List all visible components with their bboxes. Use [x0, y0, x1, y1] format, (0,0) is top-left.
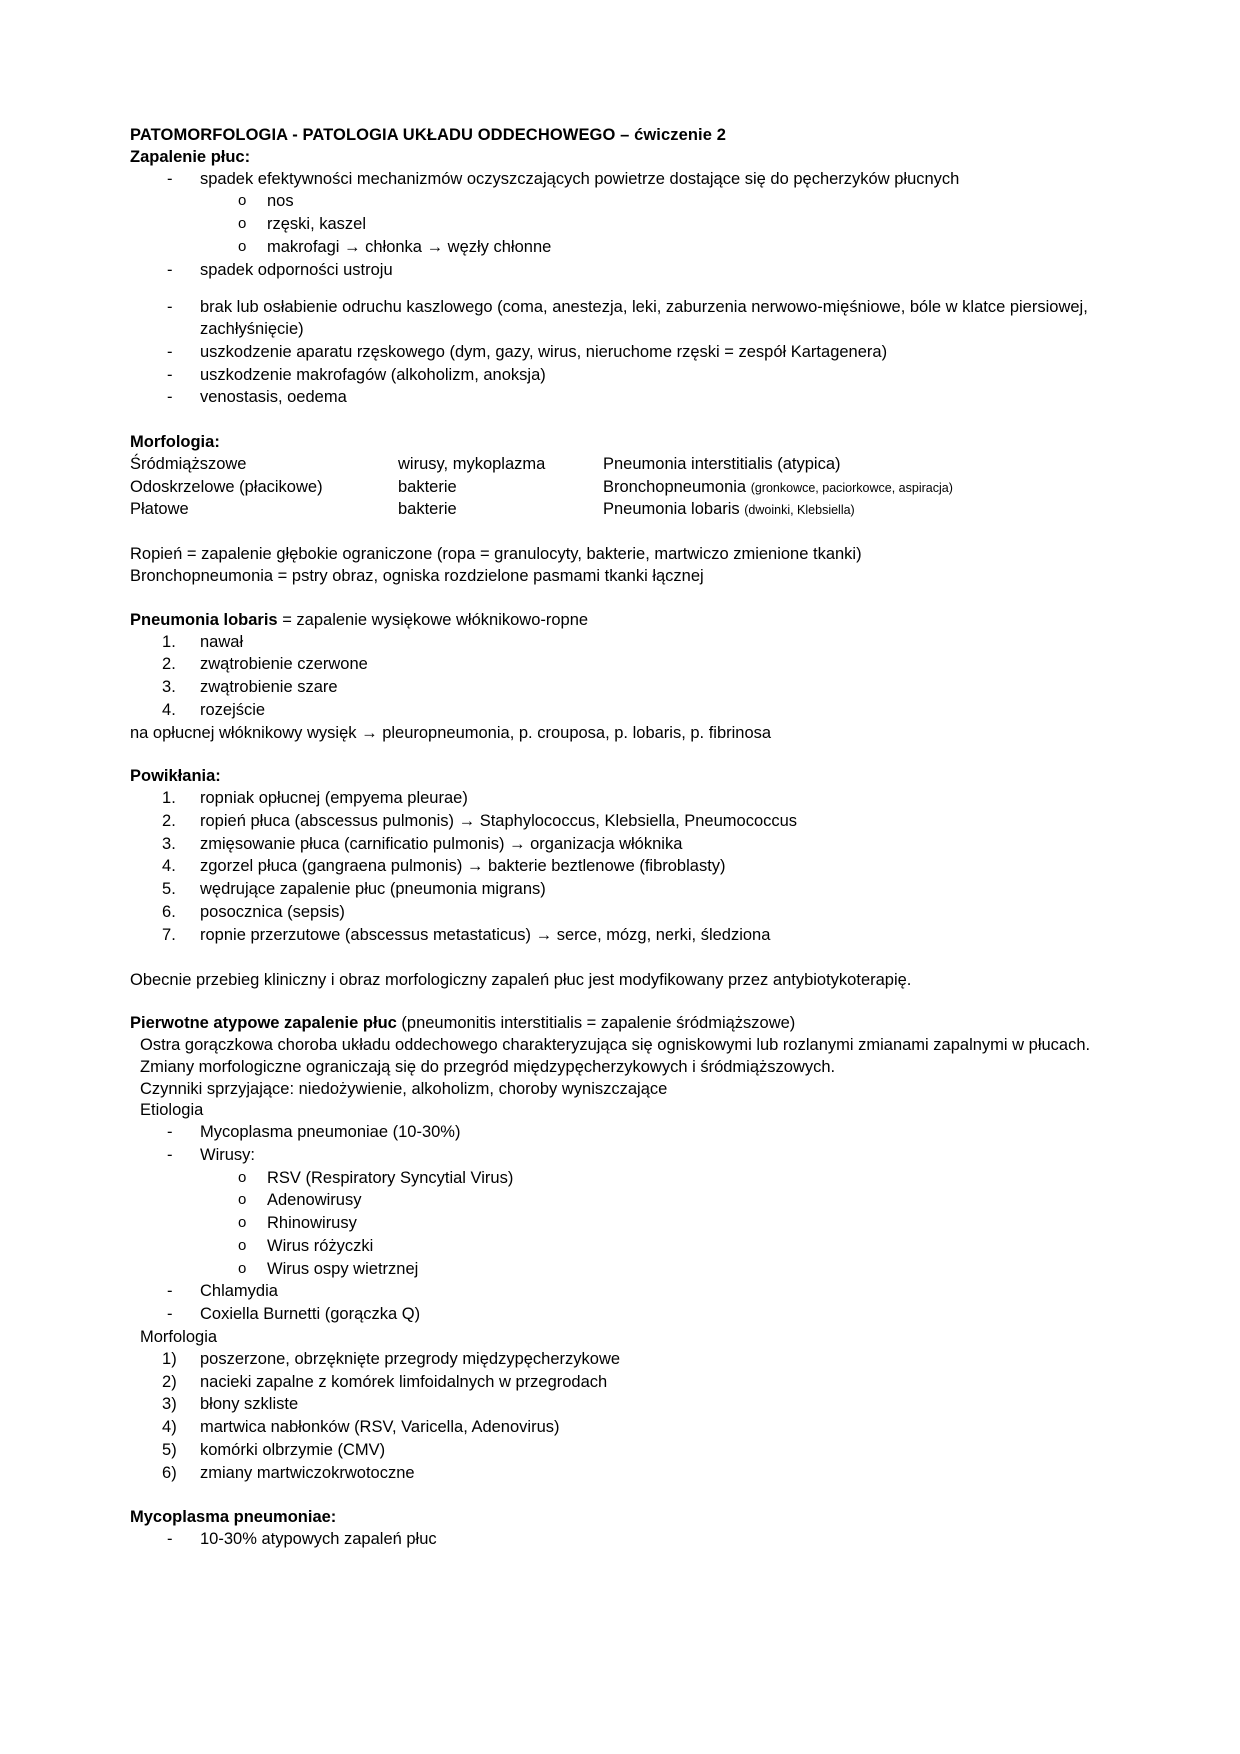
table-cell-agent: bakterie — [398, 477, 457, 496]
list-item: zmiany martwiczokrwotoczne — [200, 1463, 415, 1482]
list-item: ropień płuca (abscessus pulmonis) → Staphylococcus, Klebsiella, Pneumococcus — [200, 811, 798, 830]
list-item: - Mycoplasma pneumoniae (10-30%) — [130, 1122, 1110, 1144]
list-item: ropnie przerzutowe (abscessus metastaticus) → serce, mózg, nerki, śledziona — [200, 925, 771, 944]
list-item: komórki olbrzymie (CMV) — [200, 1440, 386, 1459]
table-row — [130, 454, 1110, 477]
morfologia-table — [130, 454, 1110, 522]
table-row — [130, 477, 1110, 500]
section-heading-powiklania: Powikłania: — [130, 767, 221, 786]
document-body — [130, 125, 1110, 1551]
pneumonia-bullet-list-3 — [130, 297, 1110, 409]
list-item: - spadek efektywności mechanizmów oczyszczających powietrze dostające się do pęcherzyków płucnych — [130, 169, 1110, 191]
pneumonia-bullet-list-2 — [130, 260, 1110, 282]
list-item: rozejście — [200, 700, 266, 719]
list-item: nawał — [200, 632, 244, 651]
table-cell-latin — [603, 477, 1110, 500]
table-cell-agent: wirusy, mykoplazma — [398, 454, 546, 473]
table-row — [130, 499, 1110, 522]
table-cell-type: Płatowe — [130, 500, 189, 519]
lobaris-stage-list — [130, 632, 1110, 722]
list-item: - venostasis, oedema — [130, 387, 1110, 409]
paragraph-antybiotykoterapia: Obecnie przebieg kliniczny i obraz morfologiczny zapaleń płuc jest modyfikowany przez antybiotykoterapię. — [130, 970, 912, 989]
paragraph-lobaris-after: na opłucnej włóknikowy wysięk → pleuropneumonia, p. crouposa, p. lobaris, p. fibrinosa — [130, 723, 772, 742]
paragraph-bronchopneumonia: Bronchopneumonia = pstry obraz, ogniska rozdzielone pasmami tkanki łącznej — [130, 567, 704, 586]
list-item: - brak lub osłabienie odruchu kaszlowego (coma, anestezja, leki, zaburzenia nerwowo-mięśniowe, bóle w klatce piersiowej, zachłyśnięcie) — [130, 297, 1110, 341]
table-cell-latin — [603, 454, 1110, 477]
section-heading-mycoplasma: Mycoplasma pneumoniae: — [130, 1508, 337, 1527]
table-cell-agent: bakterie — [398, 500, 457, 519]
list-item: o RSV (Respiratory Syncytial Virus) — [130, 1168, 1110, 1190]
latin-note: (gronkowce, paciorkowce, aspiracja) — [750, 480, 953, 495]
label-morfologia-atypowe: Morfologia — [140, 1327, 218, 1346]
list-item: zwątrobienie szare — [200, 678, 338, 697]
list-item: o Wirus ospy wietrznej — [130, 1259, 1110, 1281]
list-item: o rzęski, kaszel — [130, 214, 1110, 236]
table-cell-latin — [603, 499, 1110, 522]
list-item: - uszkodzenie aparatu rzęskowego (dym, gazy, wirus, nieruchome rzęski = zespół Kartagenera) — [130, 342, 1110, 364]
etiologia-bullet-list-2 — [130, 1281, 1110, 1326]
list-item: posocznica (sepsis) — [200, 902, 345, 921]
morfologia-atypowe-list — [130, 1349, 1110, 1485]
list-item: - Wirusy: — [130, 1145, 1110, 1167]
heading-bold-part: Pierwotne atypowe zapalenie płuc — [130, 1014, 397, 1033]
list-item: - Coxiella Burnetti (gorączka Q) — [130, 1304, 1110, 1326]
paragraph-atypowe-opis: Ostra gorączkowa choroba układu oddechowego charakteryzująca się ogniskowymi lub rozlanymi zmianami zapalnymi w płucach. Zmiany morfologiczne ograniczają się do przegród międzypęcherzykowych i śródmiąższowych. — [140, 1036, 1091, 1076]
heading-bold-part: Pneumonia lobaris — [130, 610, 278, 629]
heading-pneumonia-lobaris — [130, 610, 1110, 632]
list-item: zwątrobienie czerwone — [200, 655, 368, 674]
list-item: o nos — [130, 191, 1110, 213]
list-item: martwica nabłonków (RSV, Varicella, Adenovirus) — [200, 1418, 560, 1437]
latin-name: Pneumonia interstitialis (atypica) — [603, 454, 841, 473]
table-cell-type: Odoskrzelowe (płacikowe) — [130, 477, 323, 496]
list-item: poszerzone, obrzęknięte przegrody międzypęcherzykowe — [200, 1349, 621, 1368]
heading-atypowe-zapalenie — [130, 1013, 1110, 1035]
paragraph-czynniki-sprzyjajace: Czynniki sprzyjające: niedożywienie, alkoholizm, choroby wyniszczające — [140, 1079, 668, 1098]
list-item: o Adenowirusy — [130, 1190, 1110, 1212]
wirusy-subbullet-list — [130, 1168, 1110, 1281]
list-item: - Chlamydia — [130, 1281, 1110, 1303]
mycoplasma-list — [130, 1529, 1110, 1551]
list-item: - 10-30% atypowych zapaleń płuc — [130, 1529, 1110, 1551]
list-item: błony szkliste — [200, 1395, 299, 1414]
list-item: zmięsowanie płuca (carnificatio pulmonis) → organizacja włóknika — [200, 834, 683, 853]
list-item: o makrofagi → chłonka → węzły chłonne — [130, 237, 1110, 259]
list-item: - spadek odporności ustroju — [130, 260, 1110, 282]
pneumonia-subbullet-list — [130, 191, 1110, 258]
latin-name: Bronchopneumonia — [603, 477, 751, 496]
heading-rest-part: = zapalenie wysiękowe włóknikowo-ropne — [277, 610, 589, 629]
table-cell-type: Śródmiąższowe — [130, 454, 247, 473]
section-heading-morfologia: Morfologia: — [130, 433, 220, 452]
paragraph-ropien: Ropień = zapalenie głębokie ograniczone (ropa = granulocyty, bakterie, martwiczo zmienione tkanki) — [130, 545, 862, 564]
latin-name: Pneumonia lobaris — [603, 500, 745, 519]
list-item: ropniak opłucnej (empyema pleurae) — [200, 789, 468, 808]
latin-note: (dwoinki, Klebsiella) — [744, 503, 855, 518]
pneumonia-bullet-list — [130, 169, 1110, 191]
etiologia-bullet-list — [130, 1122, 1110, 1167]
page-title: PATOMORFOLOGIA - PATOLOGIA UKŁADU ODDECHOWEGO – ćwiczenie 2 — [130, 126, 726, 144]
list-item: zgorzel płuca (gangraena pulmonis) → bakterie beztlenowe (fibroblasty) — [200, 857, 726, 876]
list-item: o Wirus różyczki — [130, 1236, 1110, 1258]
heading-rest-part: (pneumonitis interstitialis = zapalenie śródmiąższowe) — [396, 1014, 796, 1033]
section-heading-pneumonia: Zapalenie płuc: — [130, 147, 251, 166]
list-item: nacieki zapalne z komórek limfoidalnych w przegrodach — [200, 1372, 608, 1391]
label-etiologia: Etiologia — [140, 1101, 204, 1120]
list-item: - uszkodzenie makrofagów (alkoholizm, anoksja) — [130, 365, 1110, 387]
list-item: o Rhinowirusy — [130, 1213, 1110, 1235]
powiklania-list — [130, 788, 1110, 946]
list-item: wędrujące zapalenie płuc (pneumonia migrans) — [200, 880, 546, 899]
